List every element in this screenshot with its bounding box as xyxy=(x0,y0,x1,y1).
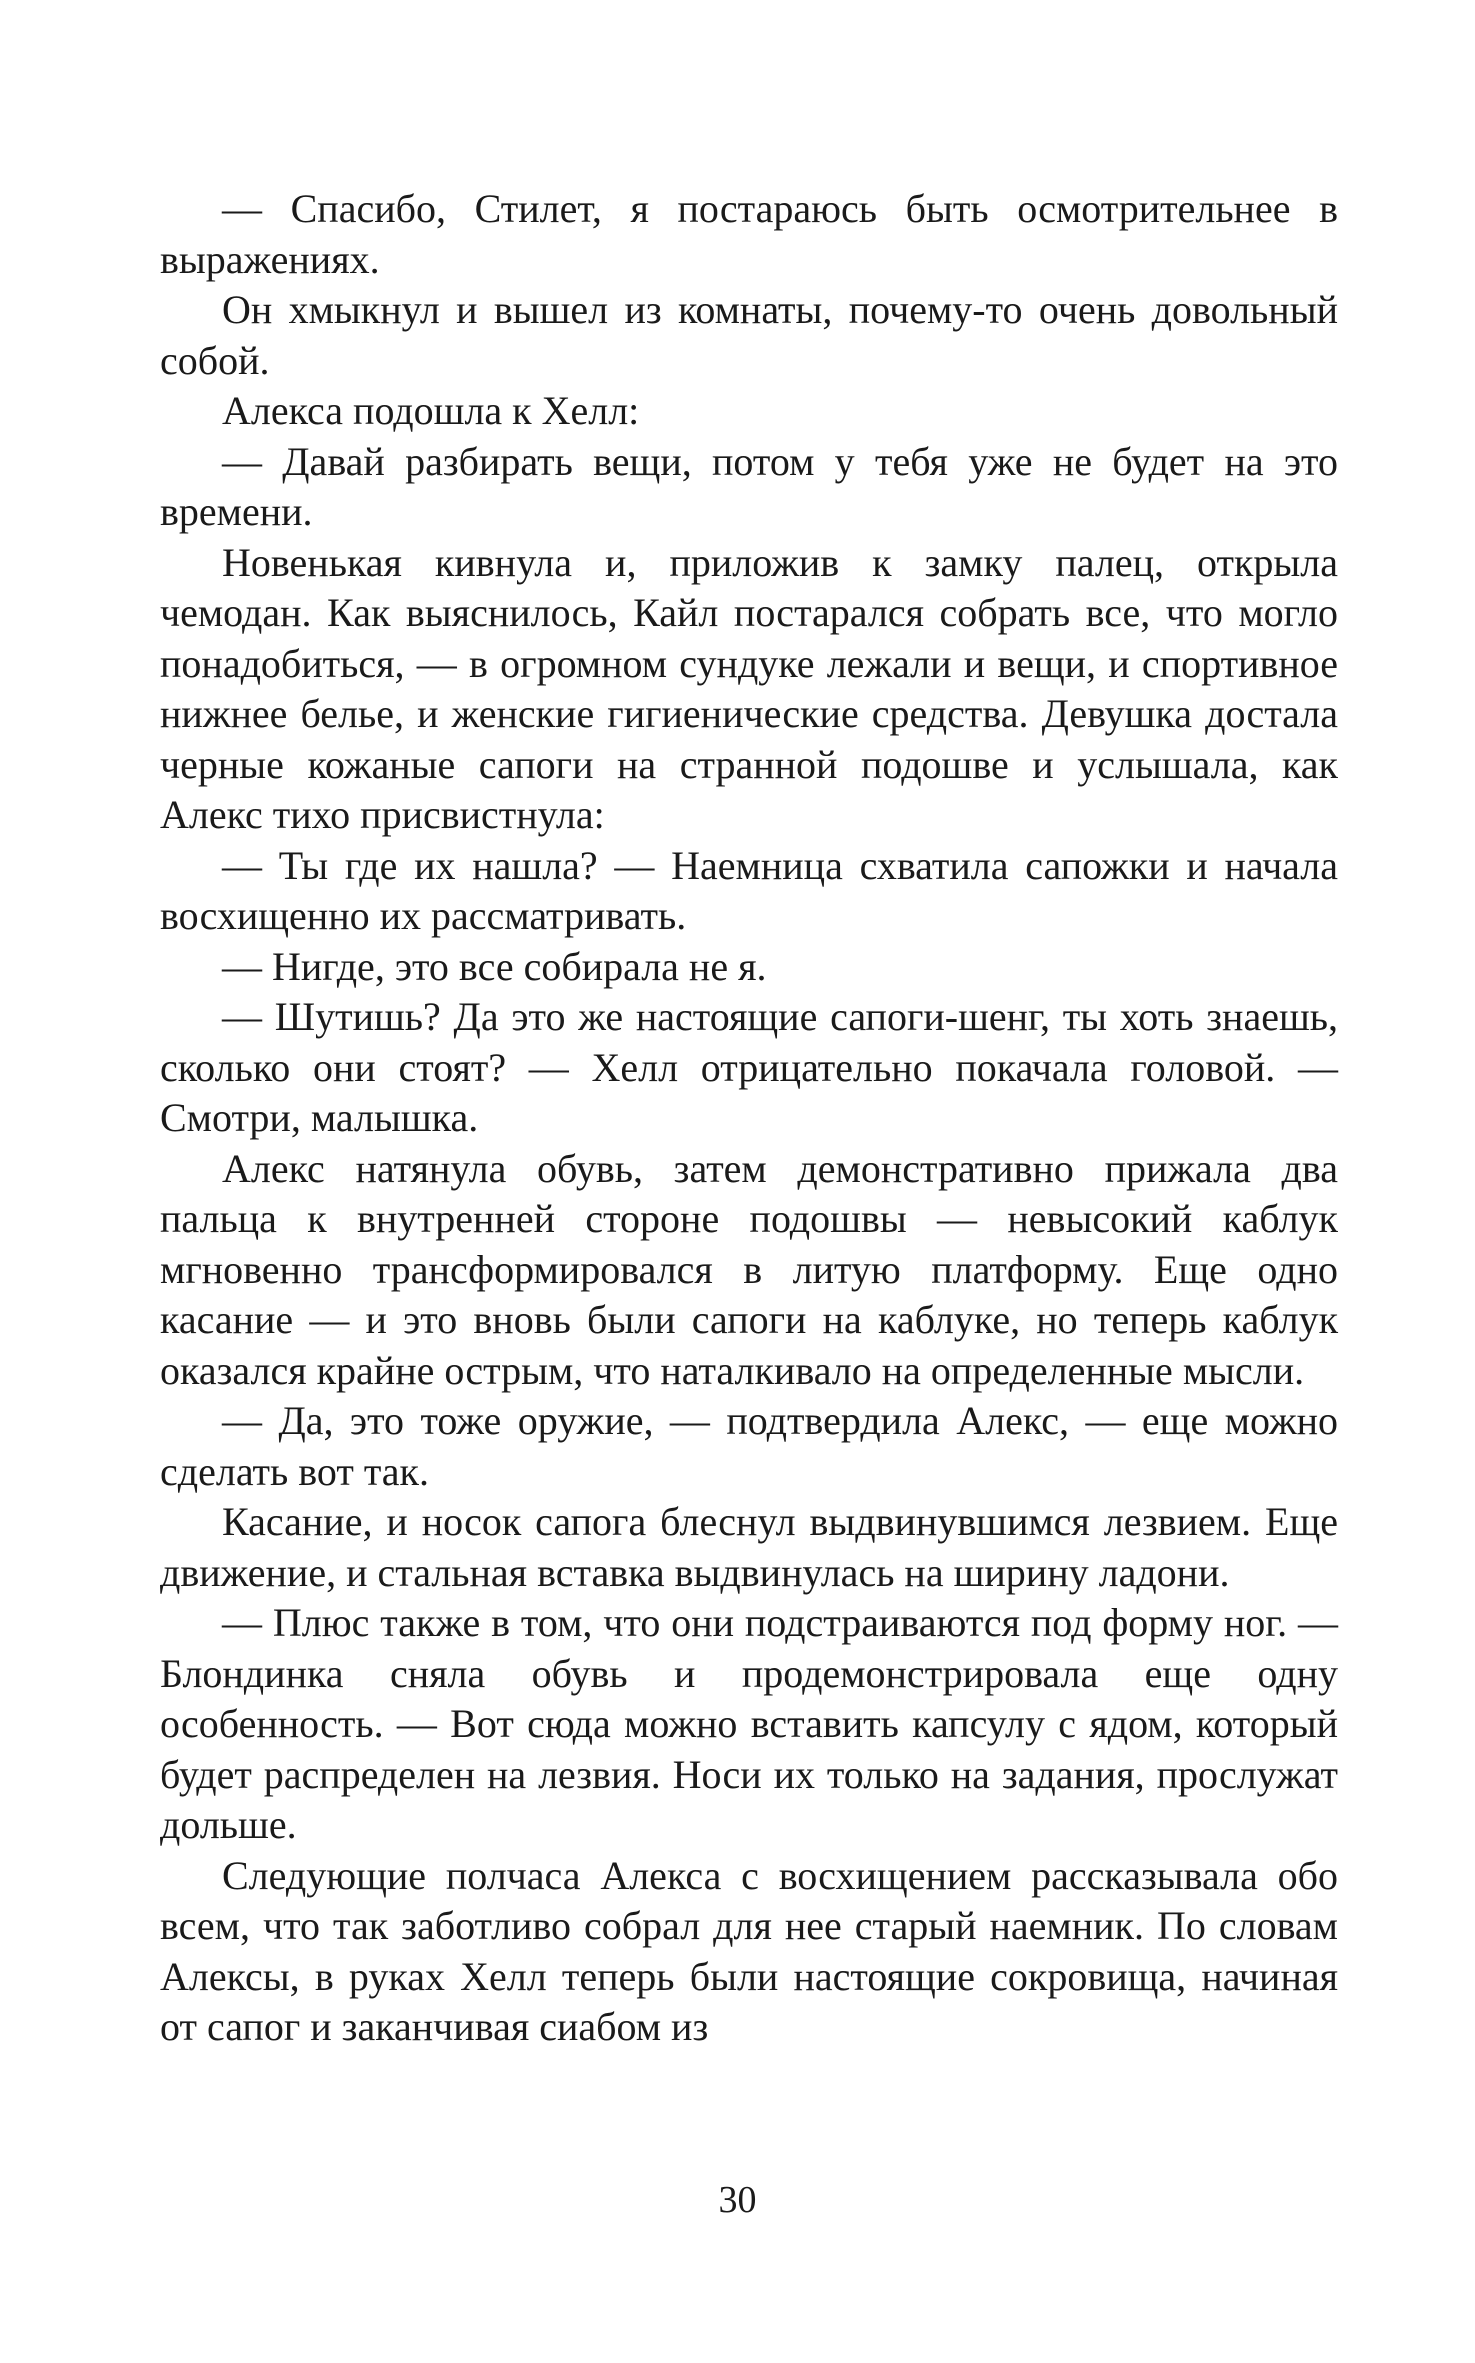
paragraph: — Спасибо, Стилет, я постараюсь быть осмотрительнее в выражениях. xyxy=(160,186,1338,282)
page-number: 30 xyxy=(718,2179,757,2221)
paragraph: Касание, и носок сапога блеснул выдвинувшимся лезвием. Еще движение, и стальная вставка выдвинулась на ширину ладони. xyxy=(160,1499,1338,1595)
paragraph: — Ты где их нашла? — Наемница схватила сапожки и начала восхищенно их рассматривать. xyxy=(160,842,1338,938)
paragraph: Новенькая кивнула и, приложив к замку палец, открыла чемодан. Как выяснилось, Кайл постарался собрать все, что могло понадобиться, — в огромном сундуке лежали и вещи, и спортивное нижнее белье, и женские гигиенические средства. Девушка достала черные кожаные сапоги на странной подошве и услышала, как Алекс тихо присвистнула: xyxy=(160,539,1338,837)
paragraph: — Давай разбирать вещи, потом у тебя уже не будет на это времени. xyxy=(160,438,1338,534)
paragraph: Он хмыкнул и вышел из комнаты, почему-то очень довольный собой. xyxy=(160,287,1338,383)
paragraph: Следующие полчаса Алекса с восхищением рассказывала обо всем, что так заботливо собрал для нее старый наемник. По словам Алексы, в руках Хелл теперь были настоящие сокровища, начиная от сапог и заканчивая сиабом из xyxy=(160,1852,1338,2049)
paragraph: Алекса подошла к Хелл: xyxy=(222,388,640,433)
paragraph: — Нигде, это все собирала не я. xyxy=(222,943,767,989)
body-text xyxy=(160,184,1338,2053)
paragraph: — Плюс также в том, что они подстраиваются под форму ног. — Блондинка сняла обувь и продемонстрировала еще одну особенность. — Вот сюда можно вставить капсулу с ядом, который будет распределен на лезвия. Носи их только на задания, прослужат дольше. xyxy=(160,1600,1338,1847)
paragraph: — Шутишь? Да это же настоящие сапоги-шенг, ты хоть знаешь, сколько они стоят? — Хелл отрицательно покачала головой. — Смотри, малышка. xyxy=(160,994,1338,1140)
paragraph: — Да, это тоже оружие, — подтвердила Алекс, — еще можно сделать вот так. xyxy=(160,1398,1338,1494)
paragraph: Алекс натянула обувь, затем демонстративно прижала два пальца к внутренней стороне подошвы — невысокий каблук мгновенно трансформировался в литую платформу. Еще одно касание — и это вновь были сапоги на каблуке, но теперь каблук оказался крайне острым, что наталкивало на определенные мысли. xyxy=(160,1145,1338,1393)
